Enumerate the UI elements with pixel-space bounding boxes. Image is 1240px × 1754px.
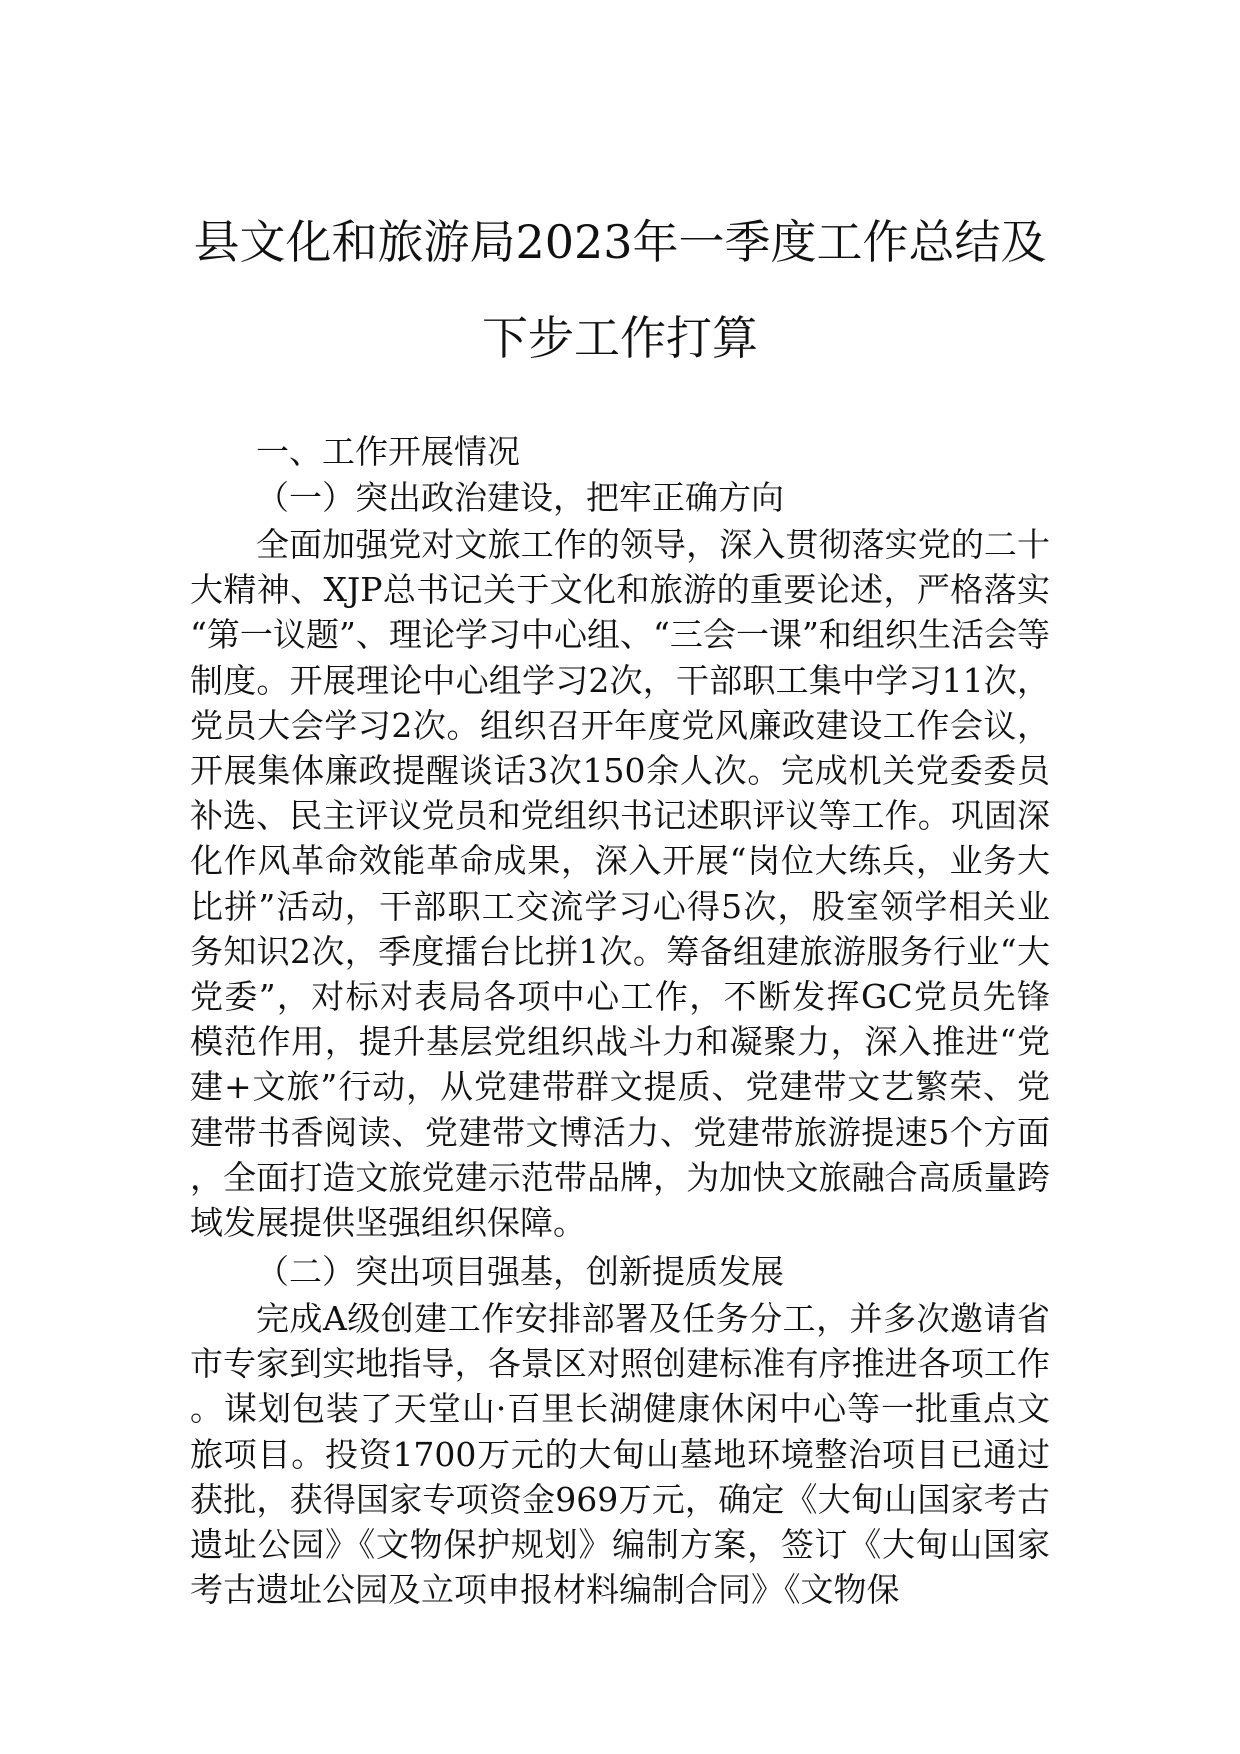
document-title-line-2: 下步工作打算 [482,311,758,365]
paragraph-political-building: 全面加强党对文旅工作的领导，深入贯彻落实党的二十大精神、XJP总书记关于文化和旅游的重要论述，严格落实“第一议题”、理论学习中心组、“三会一课”和组织生活会等制度。开展理论中心组学习2次，干部职工集中学习11次，党员大会学习2次。组织召开年度党风廉政建设工作会议，开展集体廉政提醒谈话3次150余人次。完成机关党委委员补选、民主评议党员和党组织书记述职评议等工作。巩固深化作风革命效能革命成果，深入开展“岗位大练兵，业务大比拼”活动，干部职工交流学习心得5次，股室领学相关业务知识2次，季度擂台比拼1次。筹备组建旅游服务行业“大党委”，对标对表局各项中心工作，不断发挥GC党员先锋模范作用，提升基层党组织战斗力和凝聚力，深入推进“党建+文旅”行动，从党建带群文提质、党建带文艺繁荣、党建带书香阅读、党建带文博活力、党建带旅游提速5个方面，全面打造文旅党建示范带品牌，为加快文旅融合高质量跨域发展提供坚强组织保障。 [190,525,1050,1243]
subsection-heading-project-development: （二）突出项目强基，创新提质发展 [256,1252,784,1291]
section-heading-work-status: 一、工作开展情况 [256,432,520,471]
document-title-line-1: 县文化和旅游局2023年一季度工作总结及 [193,215,1047,269]
paragraph-project-development: 完成A级创建工作安排部署及任务分工，并多次邀请省市专家到实地指导，各景区对照创建标准有序推进各项工作。谋划包装了天堂山·百里长湖健康休闲中心等一批重点文旅项目。投资1700万元的大甸山墓地环境整治项目已通过获批，获得国家专项资金969万元，确定《大甸山国家考古遗址公园》《文物保护规划》编制方案，签订《大甸山国家考古遗址公园及立项申报材料编制合同》《文物保 [190,1299,1050,1610]
subsection-heading-political-building: （一）突出政治建设，把牢正确方向 [256,478,784,517]
